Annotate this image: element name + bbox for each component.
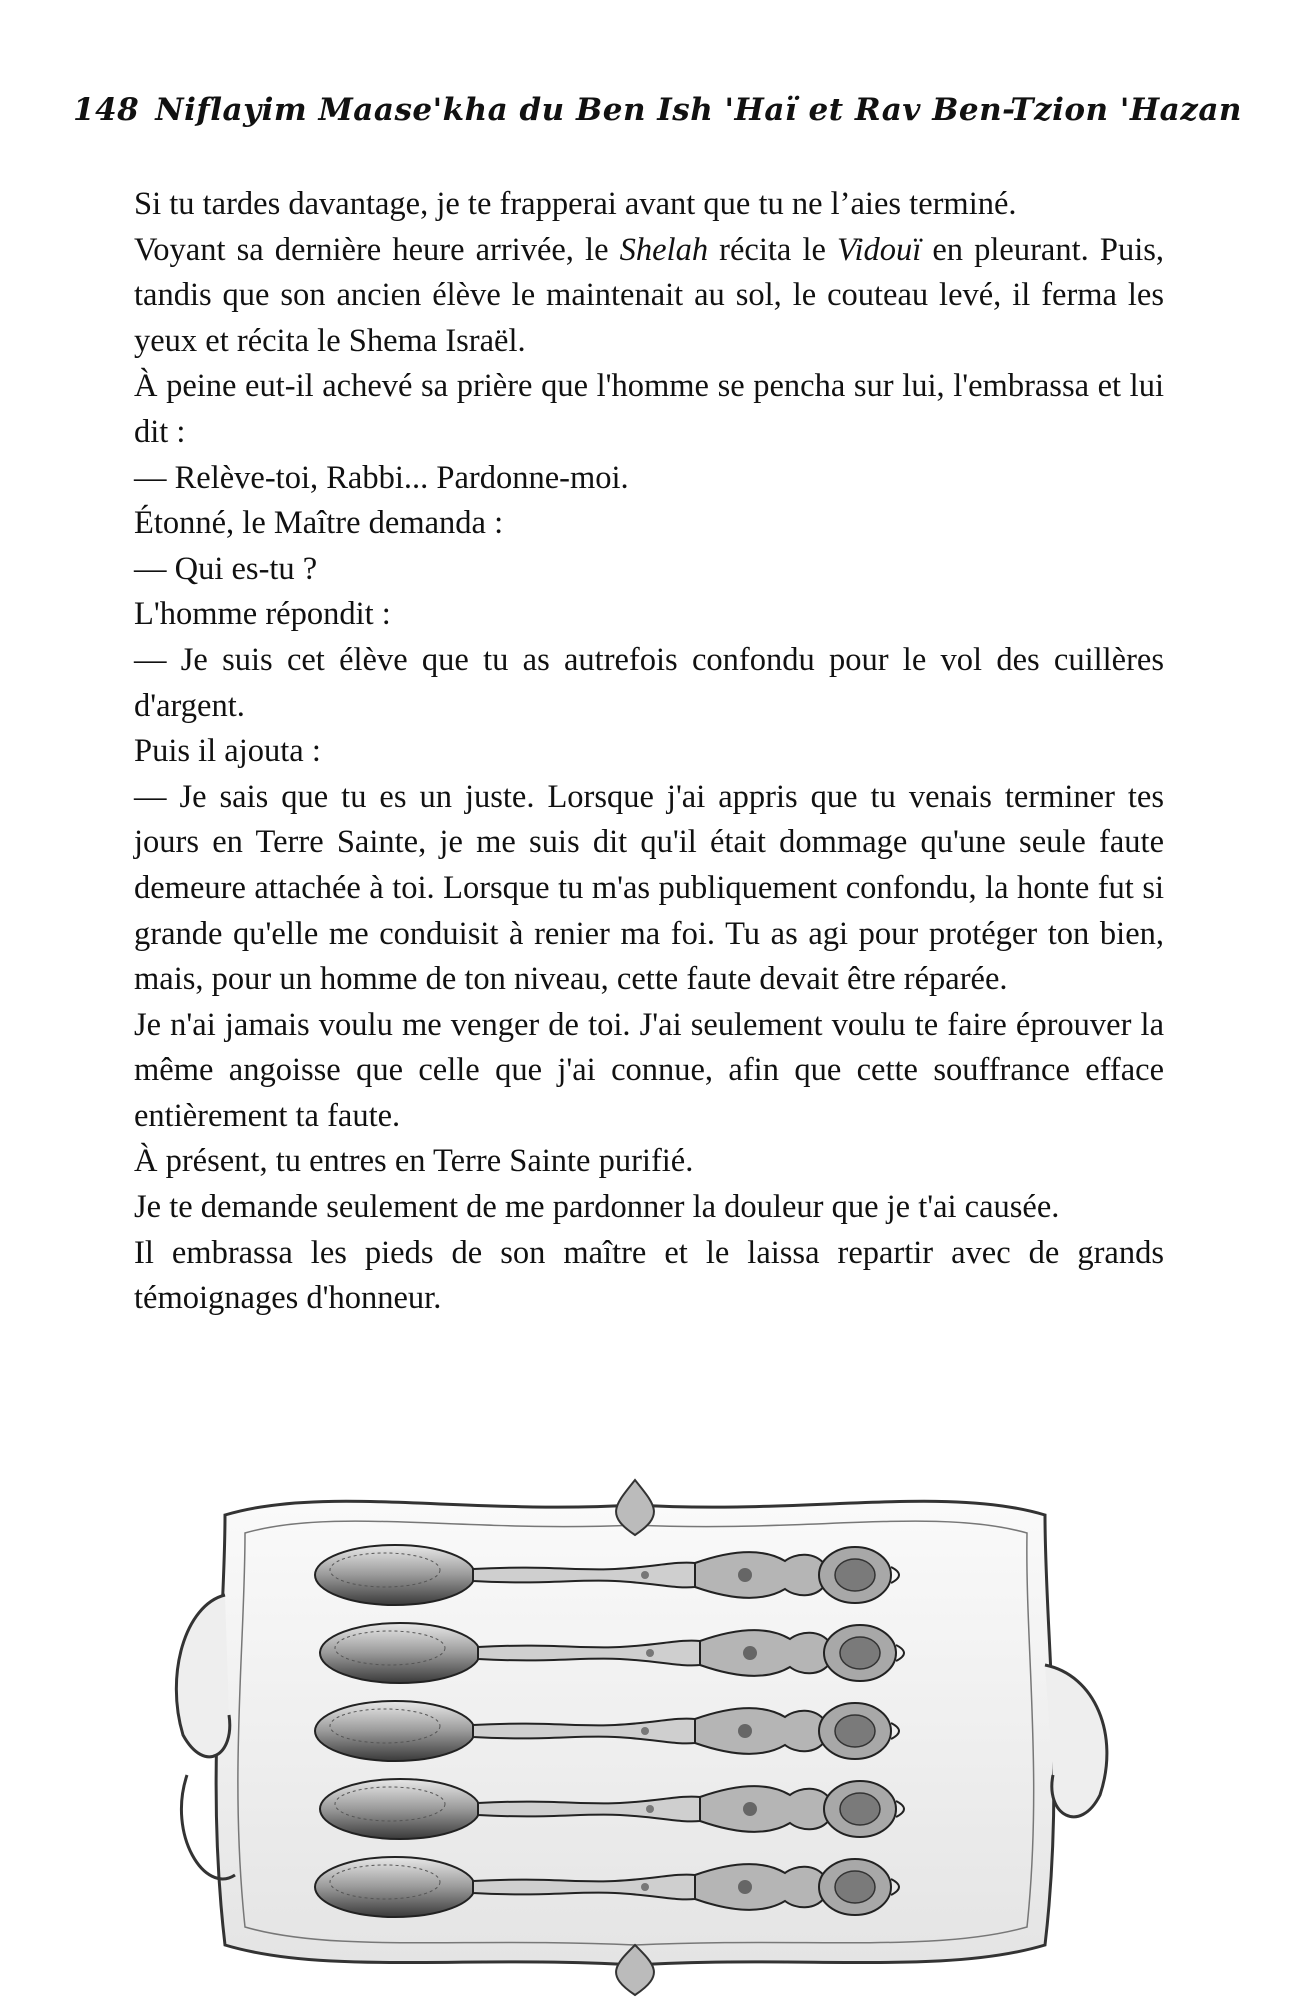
paragraph: À présent, tu entres en Terre Sainte purifié. bbox=[134, 1143, 694, 1180]
paragraph: Je te demande seulement de me pardonner la douleur que je t'ai causée. bbox=[134, 1189, 1060, 1226]
paragraph-text: en pleurant. Puis, tandis que son ancien élève le maintenait au sol, le couteau levé, il ferma les yeux et récita le Shema Israël. bbox=[134, 231, 1164, 359]
paragraph: Étonné, le Maître demanda : bbox=[134, 505, 504, 542]
paragraph-text: Voyant sa dernière heure arrivée, le bbox=[134, 231, 620, 268]
page-number: 148 bbox=[73, 92, 140, 128]
paragraph-text: récita le bbox=[708, 231, 838, 268]
dialogue-line: — Je sais que tu es un juste. Lorsque j'ai appris que tu venais terminer tes jours en Terre Sainte, je me suis dit qu'il était dommage qu'une seule faute demeure attachée à toi. Lorsque tu m'as publiquement confondu, la honte fut si grande qu'elle me conduisit à renier ma foi. Tu as agi pour protéger ton bien, mais, pour un homme de ton niveau, cette faute devait être réparée. bbox=[134, 778, 1164, 998]
paragraph: L'homme répondit : bbox=[134, 596, 391, 633]
paragraph bbox=[134, 228, 1164, 365]
running-head bbox=[0, 92, 1315, 128]
dialogue-line: — Qui es-tu ? bbox=[134, 550, 318, 587]
dialogue-line: — Je suis cet élève que tu as autrefois confondu pour le vol des cuillères d'argent. bbox=[134, 641, 1164, 724]
dialogue-line: — Relève-toi, Rabbi... Pardonne-moi. bbox=[134, 459, 629, 496]
paragraph: Puis il ajouta : bbox=[134, 733, 321, 770]
paragraph: À peine eut-il achevé sa prière que l'homme se pencha sur lui, l'embrassa et lui dit : bbox=[134, 368, 1164, 450]
italic-term-vidoui: Vidouï bbox=[837, 231, 922, 268]
body-text bbox=[134, 182, 1164, 1322]
paragraph: Je n'ai jamais voulu me venger de toi. J'ai seulement voulu te faire éprouver la même angoisse que celle que j'ai connue, afin que cette souffrance efface entièrement ta faute. bbox=[134, 1006, 1164, 1134]
spoons-on-tray-illustration bbox=[165, 1475, 1120, 2000]
running-title: Niflayim Maase'kha du Ben Ish 'Haï et Rav Ben-Tzion 'Hazan bbox=[155, 92, 1242, 128]
paragraph: Il embrassa les pieds de son maître et le laissa repartir avec de grands témoignages d'honneur. bbox=[134, 1234, 1164, 1317]
paragraph: Si tu tardes davantage, je te frapperai avant que tu ne l’aies terminé. bbox=[134, 186, 1017, 222]
italic-term-shelah: Shelah bbox=[619, 231, 709, 268]
